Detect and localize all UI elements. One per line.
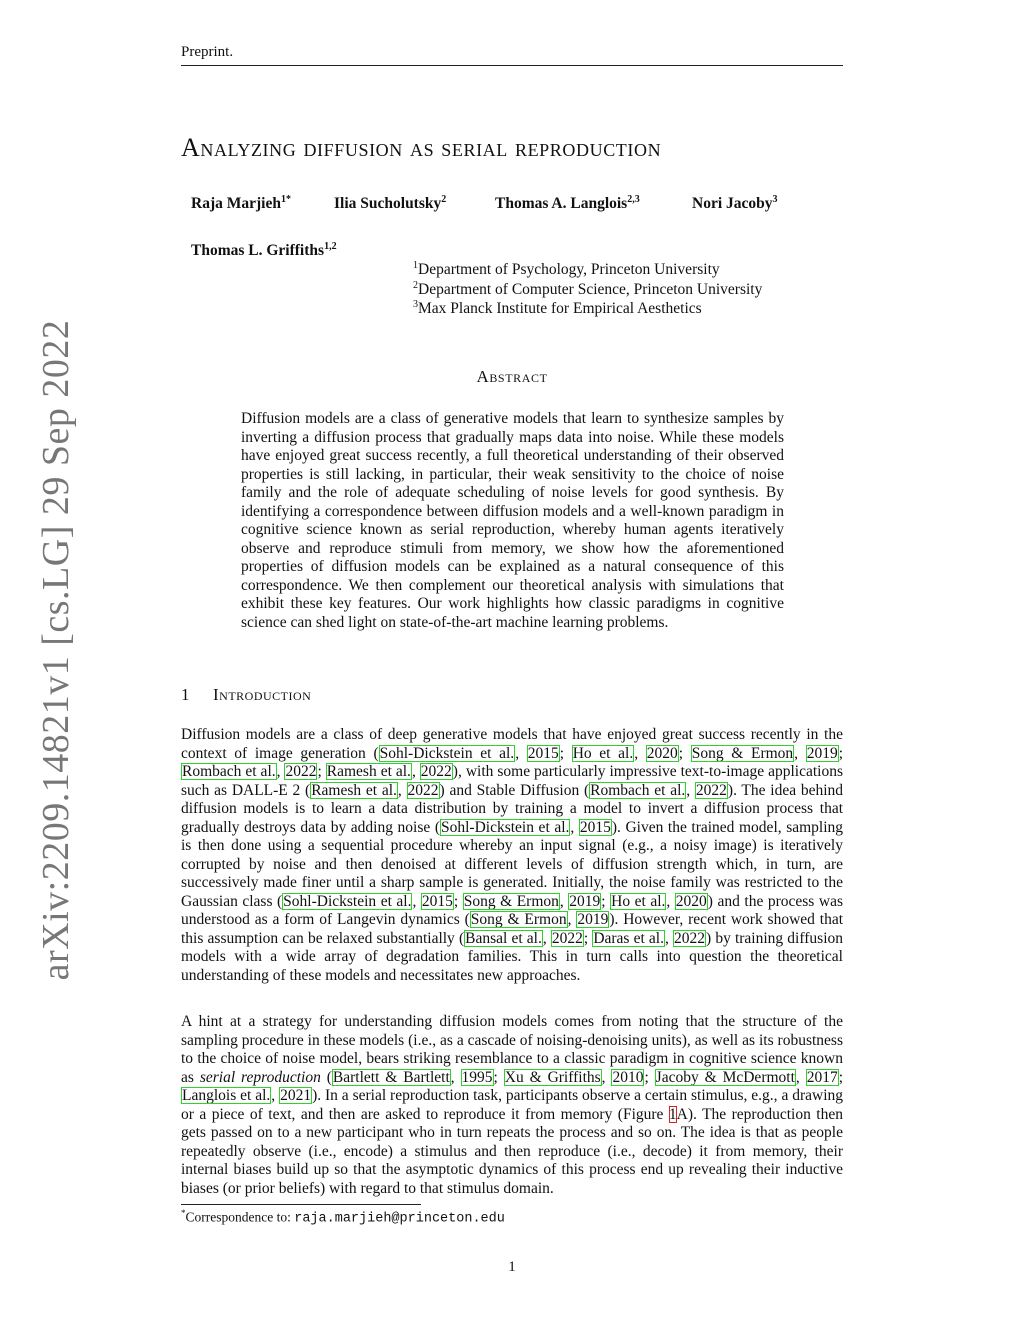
- citation-link[interactable]: 2020: [675, 892, 707, 910]
- author: [495, 194, 640, 213]
- citation-link[interactable]: Bansal et al.: [465, 929, 542, 947]
- intro-paragraph-2: [181, 1013, 843, 1198]
- citation-link[interactable]: 2019: [806, 744, 838, 762]
- header-rule: [181, 65, 843, 66]
- paper-title: Analyzing diffusion as serial reproduction: [181, 133, 662, 162]
- body-text: ). In a serial reproduction task, participants observe a certain stimulus, e.g., a drawing or a piece of text, and then are asked to reproduce it from memory (Figure: [181, 1087, 844, 1123]
- separator: ,: [567, 911, 577, 928]
- affiliation: [413, 299, 702, 318]
- separator: ,: [397, 781, 407, 799]
- separator: ;: [838, 744, 844, 762]
- separator: ,: [665, 929, 674, 947]
- arxiv-identifier: arXiv:2209.14821v1 [cs.LG] 29 Sep 2022: [35, 319, 77, 981]
- separator: ,: [542, 929, 551, 947]
- author-affil-mark: 1,2: [324, 241, 337, 252]
- citation-link[interactable]: 2022: [407, 781, 439, 799]
- affiliation-mark: 3: [413, 299, 418, 310]
- separator: ,: [271, 1087, 280, 1104]
- author-affil-mark: 1*: [280, 194, 291, 205]
- citation-link[interactable]: 2022: [674, 929, 706, 947]
- citation-link[interactable]: Ho et al.: [572, 744, 634, 762]
- separator: ;: [583, 929, 593, 947]
- body-text: ) by training diffusion models with a wide array of degradation families. This in turn calls into question the theoretical understanding of these models and necessitates new approaches.: [181, 929, 843, 984]
- citation-link[interactable]: 2015: [579, 818, 611, 836]
- affiliation-text: Max Planck Institute for Empirical Aesthetics: [418, 300, 702, 318]
- citation-link[interactable]: 2022: [551, 929, 583, 947]
- author-affil-mark: 3: [772, 194, 778, 205]
- affiliation: [413, 280, 762, 299]
- separator: ,: [795, 1068, 806, 1086]
- citation-link[interactable]: Bartlett & Bartlett: [332, 1068, 450, 1086]
- separator: ,: [570, 818, 579, 836]
- affiliation-mark: 2: [413, 280, 418, 291]
- author-name: Raja Marjieh: [191, 195, 281, 213]
- section-heading: [181, 685, 311, 705]
- body-text: Diffusion models are a class of deep generative models that have enjoyed great success recently in the context of image generation (: [181, 726, 843, 762]
- page-number: 1: [508, 1259, 516, 1275]
- citation-link[interactable]: 2015: [527, 744, 559, 762]
- body-text: ), with some particularly impressive text-to-image applications such as DALL-E 2 (: [181, 763, 843, 799]
- citation-link[interactable]: Rombach et al.: [590, 781, 686, 799]
- author-name: Ilia Sucholutsky: [334, 195, 442, 213]
- citation-link[interactable]: Sohl-Dickstein et al.: [379, 744, 515, 762]
- citation-link[interactable]: Ramesh et al.: [326, 763, 411, 780]
- body-text: ). However, recent work showed that this assumption can be relaxed substantially (: [181, 911, 844, 947]
- citation-link[interactable]: Xu & Griffiths: [504, 1068, 601, 1086]
- separator: ;: [678, 744, 691, 762]
- separator: ,: [515, 744, 527, 762]
- separator: ,: [601, 1068, 612, 1086]
- citation-link[interactable]: 2020: [646, 744, 678, 762]
- section-title: Introduction: [213, 685, 312, 704]
- citation-link[interactable]: 2022: [285, 763, 317, 780]
- separator: ,: [411, 763, 420, 780]
- separator: ,: [666, 892, 675, 910]
- author: [692, 194, 778, 213]
- citation-link[interactable]: 2010: [612, 1068, 644, 1086]
- separator: ,: [559, 892, 569, 910]
- body-text: A hint at a strategy for understanding diffusion models comes from noting that the structure of the sampling procedure in these models (i.e., as a cascade of noising-denoising units), as well as its robustness to the choice of noise model, bears striking resemblance to a classic paradigm in cognitive science known as: [181, 1013, 843, 1086]
- body-text: A). The reproduction then gets passed on to a new participant who in turn repeats the process and so on. The idea is that as people repeatedly observe (i.e., encode) a stimulus and then reproduce (i.e., decode) it from memory, their internal biases build up so that the asymptotic dynamics of this process end up revealing their inductive biases (or prior beliefs) with regard to that stimulus domain.: [181, 1105, 843, 1197]
- author-name: Thomas A. Langlois: [495, 195, 628, 213]
- citation-link[interactable]: Song & Ermon: [691, 744, 794, 762]
- citation-link[interactable]: Daras et al.: [593, 929, 664, 947]
- citation-link[interactable]: 1995: [461, 1068, 493, 1086]
- separator: ;: [838, 1068, 843, 1086]
- separator: ;: [493, 1068, 504, 1086]
- separator: ,: [686, 781, 695, 799]
- author-affil-mark: 2: [441, 194, 447, 205]
- citation-link[interactable]: Sohl-Dickstein et al.: [283, 892, 412, 910]
- footnote: [181, 1208, 505, 1227]
- running-header: Preprint.: [181, 44, 234, 60]
- affiliation-text: Department of Computer Science, Princeton University: [418, 281, 763, 299]
- separator: ;: [453, 892, 463, 910]
- citation-link[interactable]: Song & Ermon: [470, 911, 567, 928]
- footnote-label: Correspondence to:: [185, 1209, 295, 1225]
- separator: ;: [644, 1068, 655, 1086]
- separator: ,: [794, 744, 806, 762]
- author: [334, 194, 446, 213]
- citation-link[interactable]: Rombach et al.: [182, 763, 276, 780]
- citation-link[interactable]: Ramesh et al.: [311, 781, 397, 799]
- citation-link[interactable]: Sohl-Dickstein et al.: [441, 818, 570, 836]
- body-text: ). Given the trained model, sampling is then done using a sequential procedure whereby an input signal (e.g., a noisy image) is iteratively corrupted by noise and then denoised at different levels of diffusion strength which, in turn, are successively made finer until a sharp sample is generated. Initially, the noise family was restricted to the Gaussian class (: [181, 818, 844, 910]
- separator: ,: [450, 1068, 461, 1086]
- footnote-mark: *: [181, 1208, 186, 1218]
- citation-link[interactable]: Song & Ermon: [463, 892, 559, 910]
- citation-link[interactable]: 2017: [806, 1068, 838, 1086]
- affiliation-text: Department of Psychology, Princeton University: [418, 261, 720, 279]
- author-name: Thomas L. Griffiths: [191, 242, 325, 260]
- citation-link[interactable]: 2022: [420, 763, 452, 780]
- separator: ,: [634, 744, 646, 762]
- citation-link[interactable]: Langlois et al.: [182, 1087, 271, 1104]
- section-number: 1: [181, 685, 190, 704]
- citation-link[interactable]: 2019: [569, 892, 601, 910]
- separator: ;: [601, 892, 611, 910]
- figure-reference-link[interactable]: 1: [668, 1105, 677, 1123]
- citation-link[interactable]: Jacoby & McDermott: [655, 1068, 795, 1086]
- body-text: ). The idea behind diffusion models is to learn a data distribution by training a model to invert a diffusion process that gradually destroys data by adding noise (: [181, 781, 844, 836]
- body-text: ) and the process was understood as a form of Langevin dynamics (: [181, 892, 843, 928]
- citation-link[interactable]: 2015: [421, 892, 453, 910]
- separator: ;: [559, 744, 572, 762]
- separator: ,: [276, 763, 285, 780]
- citation-link[interactable]: 2019: [577, 911, 609, 928]
- affiliation: [413, 260, 720, 279]
- citation-link[interactable]: 2022: [695, 781, 727, 799]
- author: [191, 194, 291, 213]
- body-text: ) and Stable Diffusion (: [439, 781, 590, 799]
- separator: ;: [317, 763, 326, 780]
- author-name: Nori Jacoby: [692, 195, 773, 213]
- emphasized-term: serial reproduction: [199, 1068, 321, 1086]
- intro-paragraph-1: [181, 726, 843, 985]
- author: [191, 241, 337, 260]
- body-text: (: [320, 1068, 332, 1086]
- affiliation-mark: 1: [413, 260, 418, 271]
- footnote-rule: [181, 1204, 421, 1205]
- citation-link[interactable]: 2021: [280, 1087, 312, 1104]
- abstract-text: Diffusion models are a class of generative models that learn to synthesize samples by inverting a diffusion process that gradually maps data into noise. While these models have enjoyed great success recently, a full theoretical understanding of their observed properties is still lacking, in particular, their weak sensitivity to the choice of noise family and the role of adequate scheduling of noise levels for good synthesis. By identifying a correspondence between diffusion models and a well-known paradigm in cognitive science known as serial reproduction, whereby human agents iteratively observe and reproduce stimuli from memory, we show how the aforementioned properties of diffusion models can be explained as a natural consequence of this correspondence. We then complement our theoretical analysis with simulations that exhibit these key features. Our work highlights how classic paradigms in cognitive science can shed light on state-of-the-art machine learning problems.: [241, 410, 784, 631]
- citation-link[interactable]: Ho et al.: [611, 892, 666, 910]
- abstract-heading: Abstract: [476, 367, 548, 386]
- separator: ,: [412, 892, 421, 910]
- author-affil-mark: 2,3: [627, 194, 640, 205]
- correspondence-email[interactable]: raja.marjieh@princeton.edu: [294, 1211, 505, 1227]
